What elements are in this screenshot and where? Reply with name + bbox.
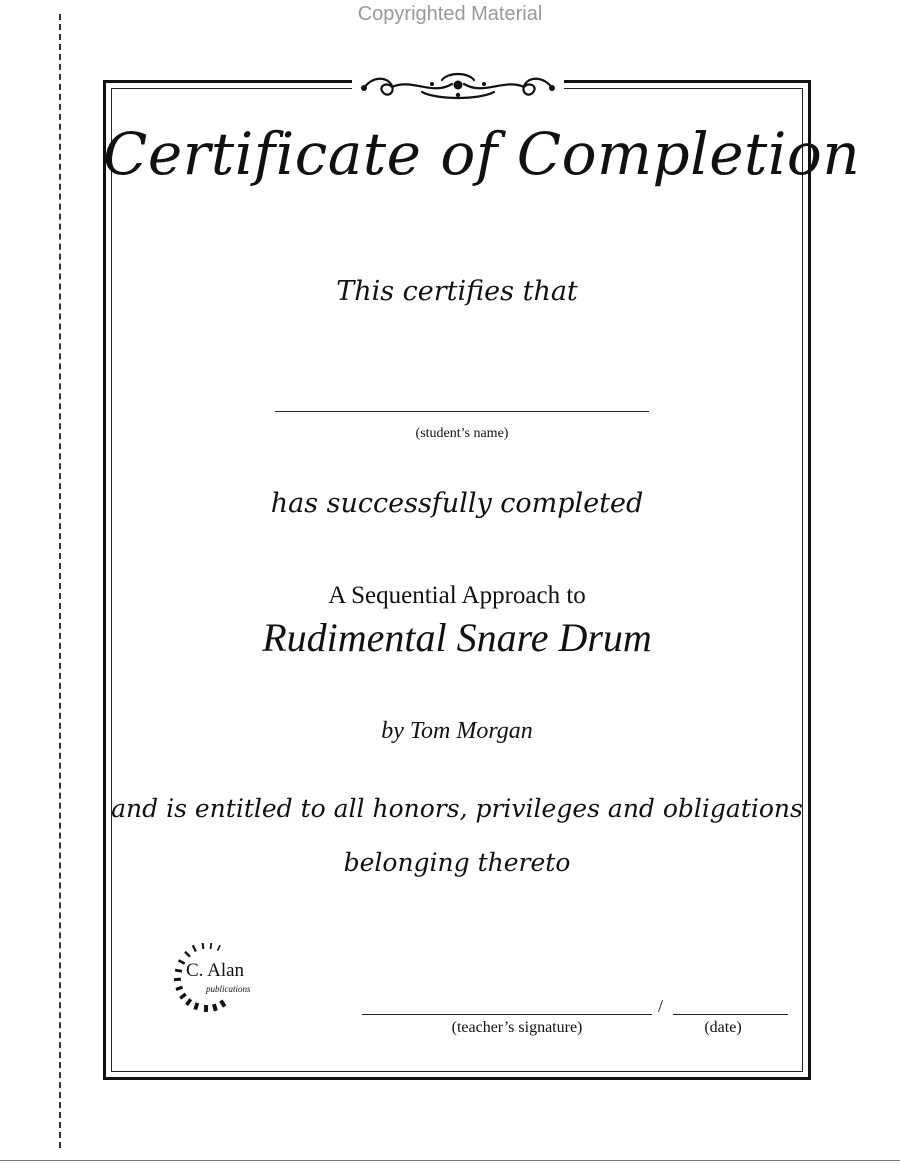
page-bottom-rule (0, 1160, 900, 1161)
teacher-signature-label: (teacher’s signature) (451, 1019, 583, 1036)
flourish-ornament (352, 70, 564, 104)
cut-line (59, 14, 61, 1148)
book-title: Rudimental Snare Drum (262, 615, 652, 660)
certificate-inner-border (111, 88, 803, 1072)
certificate-border (103, 80, 861, 1080)
certifies-text: This certifies that (336, 276, 578, 307)
author-line: by Tom Morgan (381, 718, 533, 744)
copyright-watermark: Copyrighted Material (357, 3, 543, 25)
publisher-logo-sub: publications (206, 984, 251, 994)
belonging-text: belonging thereto (343, 848, 571, 877)
book-subtitle: A Sequential Approach to (328, 582, 586, 609)
student-name-label: (student’s name) (415, 426, 509, 441)
certificate-title: Certificate of Completion (103, 120, 861, 188)
publisher-logo (172, 942, 272, 1016)
teacher-signature-line (362, 1014, 652, 1015)
honors-text: and is entitled to all honors, privileges and obligations (111, 794, 803, 823)
publisher-logo-name: C. Alan (186, 960, 245, 981)
date-line (673, 1014, 788, 1015)
student-name-line (275, 411, 649, 412)
signature-date-separator: / (658, 996, 664, 1016)
date-label: (date) (704, 1019, 742, 1036)
completed-text: has successfully completed (270, 488, 644, 519)
